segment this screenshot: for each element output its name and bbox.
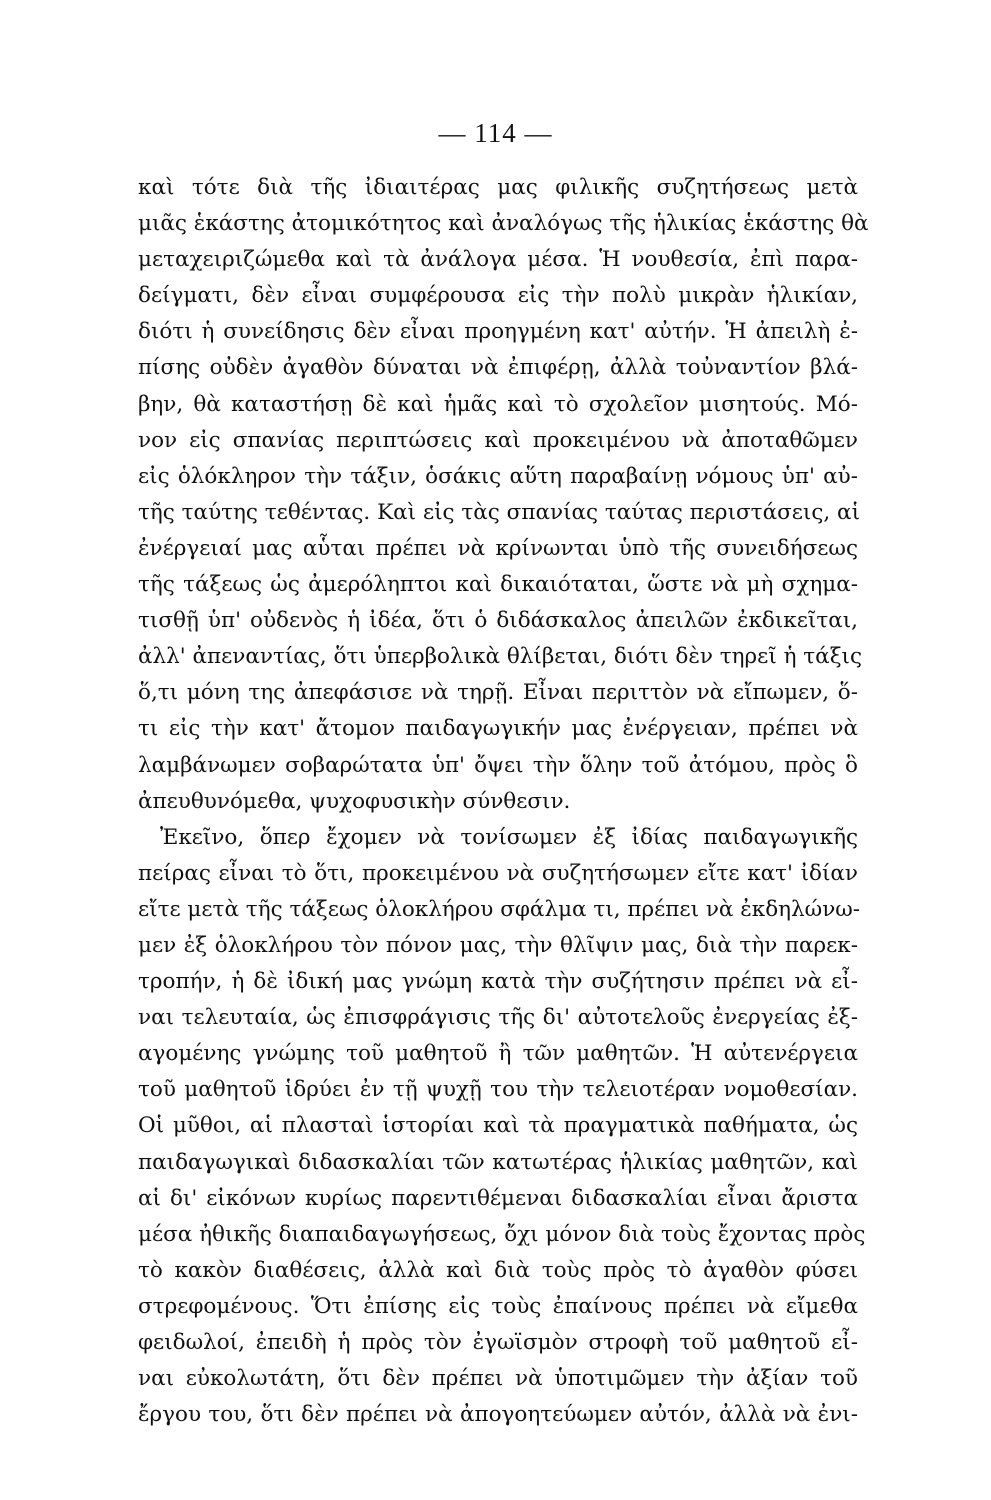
text-line: τοῦ μαθητοῦ ἱδρύει ἐν τῇ ψυχῇ του τὴν τελειοτέραν νομοθεσίαν. xyxy=(138,1077,858,1103)
text-line: Οἱ μῦθοι, αἱ πλασταὶ ἱστορίαι καὶ τὰ πραγματικὰ παθήματα, ὡς xyxy=(138,1113,858,1139)
page-number: — 114 — xyxy=(438,118,553,148)
text-line: βην, θὰ καταστήσῃ δὲ καὶ ἡμᾶς καὶ τὸ σχολεῖον μισητούς. Μό- xyxy=(138,391,858,417)
text-line: μεταχειριζώμεθα καὶ τὰ ἀνάλογα μέσα. Ἡ νουθεσία, ἐπὶ παρα- xyxy=(138,247,858,273)
text-line: μεν ἐξ ὁλοκλήρου τὸν πόνον μας, τὴν θλῖψιν μας, διὰ τὴν παρεκ- xyxy=(138,932,858,958)
text-line: ἀπευθυνόμεθα, ψυχοφυσικὴν σύνθεσιν. xyxy=(138,788,571,814)
text-line: τῆς τάξεως ὡς ἀμερόληπτοι καὶ δικαιόταται, ὥστε νὰ μὴ σχημα- xyxy=(138,572,858,598)
text-line: ναι εὐκολωτάτη, ὅτι δὲν πρέπει νὰ ὑποτιμῶμεν τὴν ἀξίαν τοῦ xyxy=(138,1366,858,1392)
text-line: παιδαγωγικαὶ διδασκαλίαι τῶν κατωτέρας ἡλικίας μαθητῶν, καὶ xyxy=(138,1149,858,1175)
text-line: λαμβάνωμεν σοβαρώτατα ὑπ' ὄψει τὴν ὅλην τοῦ ἀτόμου, πρὸς ὃ xyxy=(138,752,858,778)
text-line: ἀλλ' ἀπεναντίας, ὅτι ὑπερβολικὰ θλίβεται, διότι δὲν τηρεῖ ἡ τάξις xyxy=(138,644,863,670)
text-line: Ἐκεῖνο, ὅπερ ἔχομεν νὰ τονίσωμεν ἐξ ἰδίας παιδαγωγικῆς xyxy=(160,824,858,850)
text-line: ναι τελευταία, ὡς ἐπισφράγισις τῆς δι' αὐτοτελοῦς ἐνεργείας ἐξ- xyxy=(138,1005,858,1031)
text-line: πείρας εἶναι τὸ ὅτι, προκειμένου νὰ συζητήσωμεν εἴτε κατ' ἰδίαν xyxy=(138,860,858,886)
text-line: αἱ δι' εἰκόνων κυρίως παρεντιθέμεναι διδασκαλίαι εἶναι ἄριστα xyxy=(138,1185,858,1211)
text-line: εἰς ὁλόκληρον τὴν τάξιν, ὁσάκις αὕτη παραβαίνῃ νόμους ὑπ' αὐ- xyxy=(138,463,858,489)
text-line: καὶ τότε διὰ τῆς ἰδιαιτέρας μας φιλικῆς συζητήσεως μετὰ xyxy=(138,175,858,200)
text-line: διότι ἡ συνείδησις δὲν εἶναι προηγμένη κατ' αὐτήν. Ἡ ἀπειλὴ ἐ- xyxy=(138,319,858,345)
text-line: εἴτε μετὰ τῆς τάξεως ὁλοκλήρου σφάλμα τι, πρέπει νὰ ἐκδηλώνω- xyxy=(138,896,861,922)
body-text xyxy=(138,170,869,1433)
text-line: αγομένης γνώμης τοῦ μαθητοῦ ἢ τῶν μαθητῶν. Ἡ αὐτενέργεια xyxy=(138,1041,858,1067)
text-line: τῆς ταύτης τεθέντας. Καὶ εἰς τὰς σπανίας ταύτας περιστάσεις, αἱ xyxy=(138,499,860,525)
text-line: τροπήν, ἡ δὲ ἰδική μας γνώμη κατὰ τὴν συζήτησιν πρέπει νὰ εἶ- xyxy=(138,969,858,995)
text-line: μέσα ἠθικῆς διαπαιδαγωγήσεως, ὄχι μόνον διὰ τοὺς ἔχοντας πρὸς xyxy=(138,1221,866,1247)
text-line: τισθῇ ὑπ' οὐδενὸς ἡ ἰδέα, ὅτι ὁ διδάσκαλος ἀπειλῶν ἐκδικεῖται, xyxy=(138,608,858,634)
text-line: στρεφομένους. Ὅτι ἐπίσης εἰς τοὺς ἐπαίνους πρέπει νὰ εἴμεθα xyxy=(138,1293,858,1319)
text-line: φειδωλοί, ἐπειδὴ ἡ πρὸς τὸν ἐγωϊσμὸν στροφὴ τοῦ μαθητοῦ εἶ- xyxy=(138,1330,858,1355)
text-line: τι εἰς τὴν κατ' ἄτομον παιδαγωγικήν μας ἐνέργειαν, πρέπει νὰ xyxy=(138,716,858,742)
text-line: δείγματι, δὲν εἶναι συμφέρουσα εἰς τὴν πολὺ μικρὰν ἡλικίαν, xyxy=(138,283,858,309)
text-line: ὅ,τι μόνη της ἀπεφάσισε νὰ τηρῇ. Εἶναι περιττὸν νὰ εἴπωμεν, ὅ- xyxy=(138,680,858,706)
text-line: τὸ κακὸν διαθέσεις, ἀλλὰ καὶ διὰ τοὺς πρὸς τὸ ἀγαθὸν φύσει xyxy=(138,1257,858,1283)
text-line: νον εἰς σπανίας περιπτώσεις καὶ προκειμένου νὰ ἀποταθῶμεν xyxy=(138,427,858,453)
text-line: πίσης οὐδὲν ἀγαθὸν δύναται νὰ ἐπιφέρῃ, ἀλλὰ τοὐναντίον βλά- xyxy=(138,355,858,381)
text-line: ἐνέργειαί μας αὗται πρέπει νὰ κρίνωνται ὑπὸ τῆς συνειδήσεως xyxy=(138,535,858,561)
text-line: μιᾶς ἑκάστης ἀτομικότητος καὶ ἀναλόγως τῆς ἡλικίας ἑκάστης θὰ xyxy=(138,211,869,237)
text-line: ἔργου του, ὅτι δὲν πρέπει νὰ ἀπογοητεύωμεν αὐτόν, ἀλλὰ νὰ ἐνι- xyxy=(138,1402,858,1428)
